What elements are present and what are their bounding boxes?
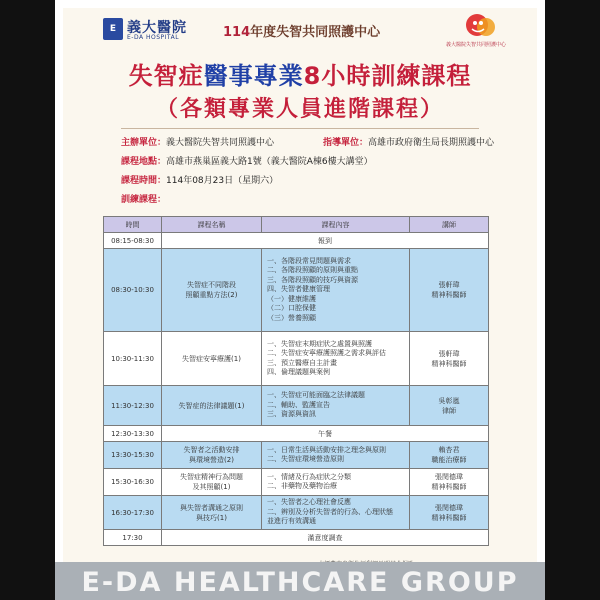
main-title — [63, 56, 537, 91]
course-name: 失智症不同階段 照顧重點方法(2) — [162, 249, 262, 332]
course-content: 一、失智症末期症狀之處置與照護 二、失智症安寧療護照護之需求與評估 三、預立醫療自主計畫 四、倫理議題與案例 — [262, 332, 410, 386]
table-row — [104, 442, 489, 469]
row-time: 15:30-16:30 — [104, 469, 162, 496]
row-time: 11:30-12:30 — [104, 386, 162, 426]
schedule-table — [103, 216, 489, 546]
group-banner-text: E-DA HEALTHCARE GROUP — [81, 567, 519, 598]
speaker: 張閔德瑋 精神科醫師 — [410, 469, 489, 496]
main-title-part1: 失智症 — [128, 62, 204, 90]
location-label: 課程地點： — [121, 157, 167, 167]
flyer-page — [55, 0, 545, 600]
header-title — [223, 21, 380, 40]
speaker: 張軒瑋 精神科醫師 — [410, 332, 489, 386]
main-title-part2: 醫事專業 — [203, 62, 304, 90]
course-content: 一、失智症可能面臨之法律議題 二、輔助、監護宣告 三、資源與資訊 — [262, 386, 410, 426]
row-activity: 報到 — [162, 233, 489, 249]
time-label: 課程時間： — [121, 176, 167, 186]
table-header: 課程內容 — [262, 217, 410, 233]
table-header: 課程名稱 — [162, 217, 262, 233]
location-value: 高雄市燕巢區義大路1號（義大醫院A棟6樓大講堂） — [166, 157, 373, 167]
organizer-label: 主辦單位： — [121, 138, 167, 148]
sub-title: （各類專業人員進階課程） — [155, 97, 444, 122]
row-time: 16:30-17:30 — [104, 496, 162, 530]
row-time: 12:30-13:30 — [104, 426, 162, 442]
row-activity: 午餐 — [162, 426, 489, 442]
dementia-center-logo-icon — [461, 12, 501, 42]
row-time: 17:30 — [104, 530, 162, 546]
training-label: 訓練課程： — [121, 195, 167, 205]
location-line — [121, 154, 373, 167]
dementia-center-caption: 義大醫院失智共同照護中心 — [446, 42, 507, 48]
table-row — [104, 530, 489, 546]
main-title-part3: 8小時訓練課程 — [303, 62, 472, 90]
row-time: 10:30-11:30 — [104, 332, 162, 386]
training-line — [121, 192, 166, 205]
table-header: 講師 — [410, 217, 489, 233]
advisor-value: 高雄市政府衛生局長期照護中心 — [368, 138, 495, 148]
advisor-line — [323, 135, 494, 148]
speaker: 張軒瑋 精神科醫師 — [410, 249, 489, 332]
course-name: 失智症安寧療護(1) — [162, 332, 262, 386]
course-name: 失智症的法律議題(1) — [162, 386, 262, 426]
course-content: 一、各階段常見問題與需求 二、各階段照顧的原則與重點 三、各階段照顧的技巧與資源 四、失智者健康管理 （一）健康維護 （二）口腔保健 （三）營養照顧 — [262, 249, 410, 332]
course-content: 一、失智者之心理社會反應 二、辨別及分析失智者的行為、心理狀態 並進行有效溝通 — [262, 496, 410, 530]
course-name: 與失智者溝通之原則 與技巧(1) — [162, 496, 262, 530]
header-title-rest: 年度失智共同照護中心 — [250, 25, 381, 40]
speaker: 吳彰嵐 律師 — [410, 386, 489, 426]
row-time: 08:30-10:30 — [104, 249, 162, 332]
row-activity: 滿意度調查 — [162, 530, 489, 546]
row-time: 13:30-15:30 — [104, 442, 162, 469]
organizer-value: 義大醫院失智共同照護中心 — [166, 138, 275, 148]
row-time: 08:15-08:30 — [104, 233, 162, 249]
table-row — [104, 233, 489, 249]
speaker: 賴杏君 職能治療師 — [410, 442, 489, 469]
advisor-label: 指導單位： — [323, 138, 369, 148]
time-value: 114年08月23日（星期六） — [166, 176, 279, 186]
header-title-year: 114 — [223, 25, 251, 40]
course-name: 失智症精神行為問題 及其照顧(1) — [162, 469, 262, 496]
table-row — [104, 249, 489, 332]
course-content: 一、日常生活與活動安排之理念與原則 二、失智症環境營造原則 — [262, 442, 410, 469]
table-row — [104, 386, 489, 426]
hospital-name-cn: 義大醫院 — [127, 20, 187, 36]
organizer-line — [121, 135, 274, 148]
hospital-logo-icon: E — [103, 18, 123, 40]
table-header: 時間 — [104, 217, 162, 233]
table-row — [104, 496, 489, 530]
course-name: 失智者之活動安排 與環境營造(2) — [162, 442, 262, 469]
course-content: 一、情緒及行為症狀之分類 二、非藥物及藥物治療 — [262, 469, 410, 496]
group-banner — [55, 562, 545, 600]
speaker: 張閔德瑋 精神科醫師 — [410, 496, 489, 530]
table-header-row — [104, 217, 489, 233]
table-row — [104, 426, 489, 442]
divider — [121, 128, 479, 129]
time-line — [121, 173, 278, 186]
flyer-body — [63, 8, 537, 584]
header — [63, 8, 537, 46]
table-row — [104, 332, 489, 386]
table-row — [104, 469, 489, 496]
hospital-name-en: E-DA HOSPITAL — [127, 34, 180, 41]
